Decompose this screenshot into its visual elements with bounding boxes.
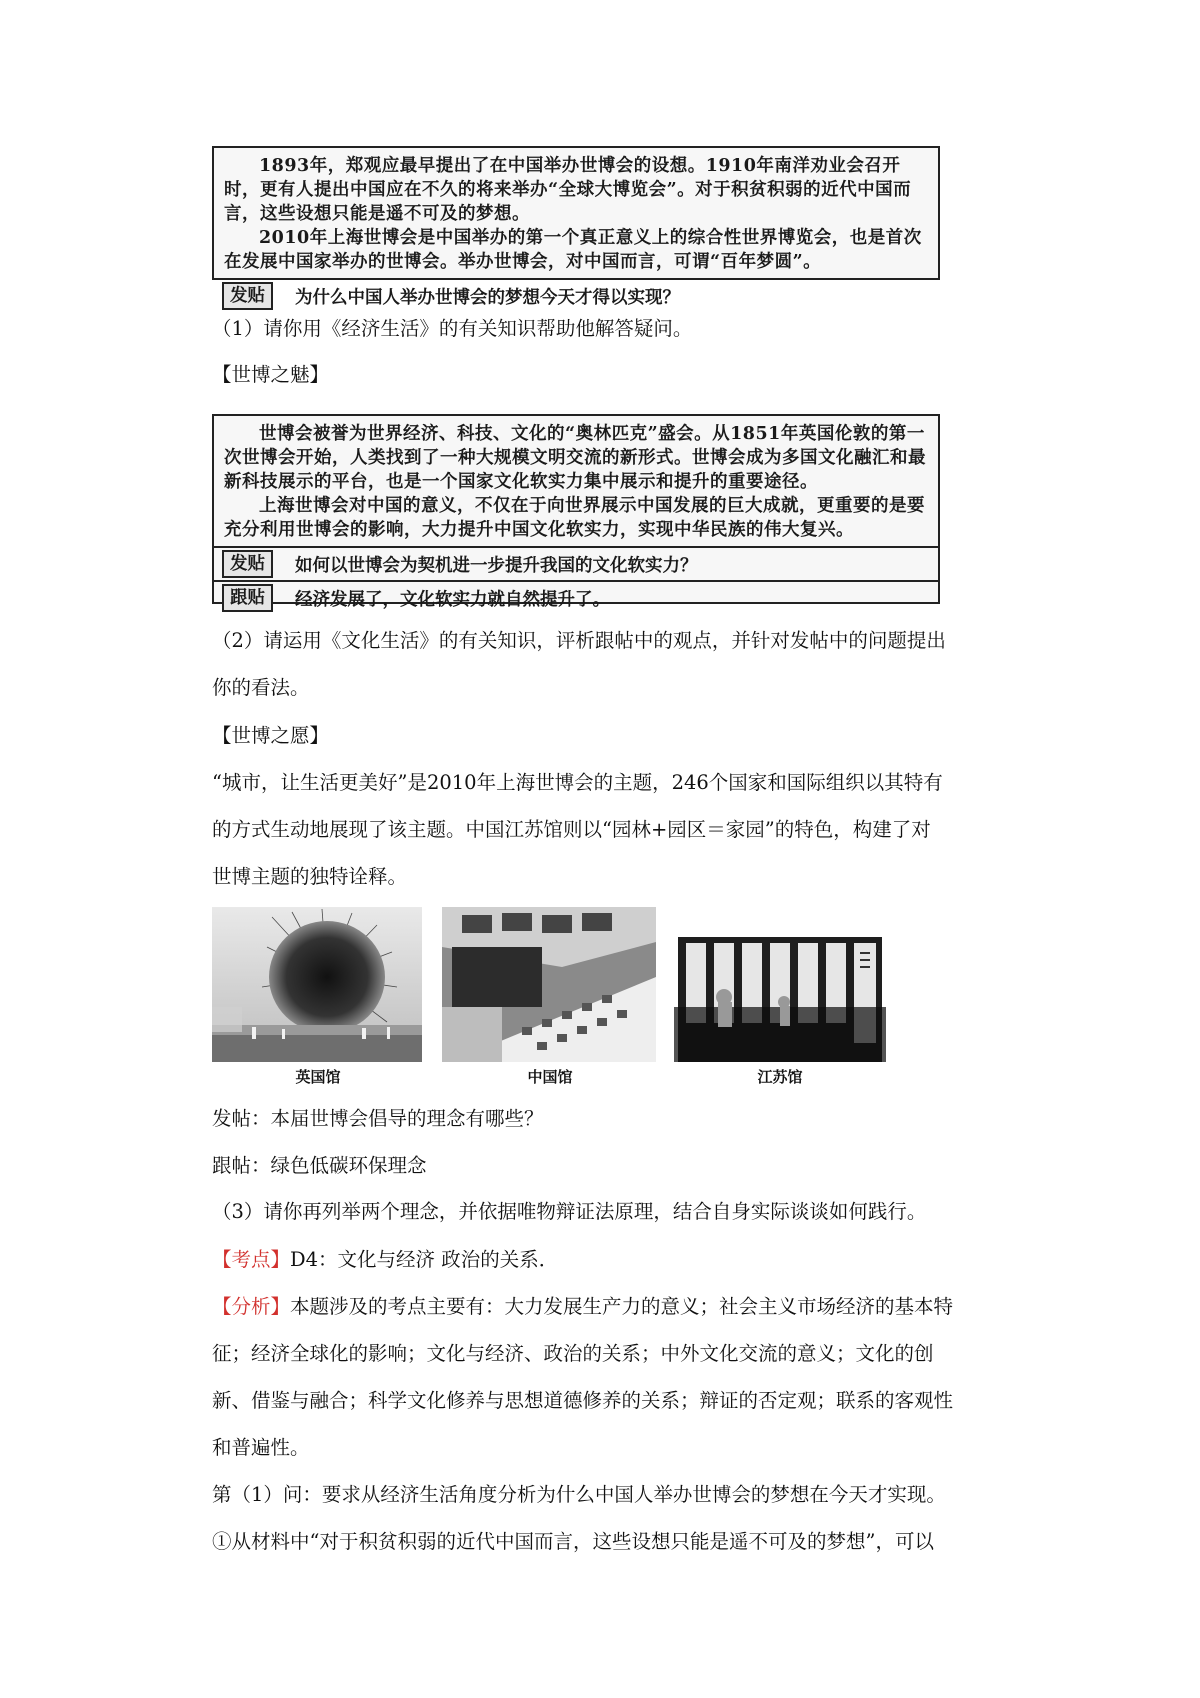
theme-line-3: 世博主题的独特诠释。 — [212, 865, 408, 888]
material-box-2 — [212, 414, 940, 610]
question-2-line-2: 你的看法。 — [212, 676, 310, 699]
material-paragraph: 世博会被誉为世界经济、科技、文化的“奥林匹克”盛会。从1851年英国伦敦的第一次世博会开始，人类找到了一种大规模文明交流的新形式。世博会成为多国文化融汇和最新科技展示的平台，也是一个国家文化软实力集中展示和提升的重要途径。 — [224, 424, 926, 492]
fenxi-label: 【分析】 — [212, 1295, 291, 1318]
uk-pavilion-caption: 英国馆 — [295, 1068, 341, 1086]
material-paragraph: 上海世博会对中国的意义，不仅在于向世界展示中国发展的巨大成就，更重要的是要充分利用世博会的影响，大力提升中国文化软实力，实现中华民族的伟大复兴。 — [224, 496, 925, 540]
reply-row — [214, 580, 938, 614]
section-heading: 【世博之魅】 — [212, 363, 330, 386]
china-pavilion-caption: 中国馆 — [527, 1068, 573, 1086]
post-3: 发帖：本届世博会倡导的理念有哪些？ — [212, 1107, 544, 1130]
jiangsu-pavilion-caption: 江苏馆 — [757, 1068, 803, 1086]
jiangsu-pavilion-photo — [674, 907, 886, 1062]
theme-line-2: 的方式生动地展现了该主题。中国江苏馆则以“园林+园区＝家园”的特色，构建了对 — [212, 818, 931, 841]
part-1-line: 第（1）问：要求从经济生活角度分析为什么中国人举办世博会的梦想在今天才实现。 — [212, 1483, 946, 1506]
material-box-1-text — [214, 148, 938, 278]
kaodian-label: 【考点】 — [212, 1248, 291, 1271]
question-2-line-1: （2）请运用《文化生活》的有关知识，评析跟帖中的观点，并针对发帖中的问题提出 — [212, 629, 946, 652]
section-heading: 【世博之愿】 — [212, 724, 330, 747]
point-1-line: ①从材料中“对于积贫积弱的近代中国而言，这些设想只能是遥不可及的梦想”，可以 — [212, 1530, 934, 1553]
post-text: 如何以世博会为契机进一步提升我国的文化软实力？ — [295, 555, 698, 576]
fenxi-line-4: 和普遍性。 — [212, 1436, 310, 1459]
fenxi-line-3: 新、借鉴与融合；科学文化修养与思想道德修养的关系；辩证的否定观；联系的客观性 — [212, 1389, 954, 1412]
reply-3: 跟帖：绿色低碳环保理念 — [212, 1154, 427, 1177]
fenxi-line-1 — [212, 1294, 953, 1320]
kaodian-line — [212, 1247, 558, 1273]
material-paragraph: 1893年，郑观应最早提出了在中国举办世博会的设想。1910年南洋劝业会召开时，更有人提出中国应在不久的将来举办“全球大博览会”。对于积贫积弱的近代中国而言，这些设想只能是遥不可及的梦想。 — [224, 156, 912, 224]
material-box-1 — [212, 146, 940, 308]
question-3: （3）请你再列举两个理念，并依据唯物辩证法原理，结合自身实际谈谈如何践行。 — [212, 1200, 927, 1223]
china-pavilion-photo — [442, 907, 656, 1062]
material-paragraph: 2010年上海世博会是中国举办的第一个真正意义上的综合性世界博览会，也是首次在发展中国家举办的世博会。举办世博会，对中国而言，可谓“百年梦圆”。 — [224, 228, 922, 272]
uk-pavilion-photo — [212, 907, 422, 1062]
fenxi-text: 本题涉及的考点主要有：大力发展生产力的意义；社会主义市场经济的基本特 — [290, 1295, 954, 1318]
post-row — [214, 546, 938, 580]
kaodian-text: D4：文化与经济 政治的关系． — [290, 1248, 559, 1271]
fenxi-line-2: 征；经济全球化的影响；文化与经济、政治的关系；中外文化交流的意义；文化的创 — [212, 1342, 934, 1365]
post-row — [214, 278, 938, 312]
reply-tag: 跟贴 — [222, 584, 273, 612]
post-tag: 发贴 — [222, 550, 273, 578]
post-text: 为什么中国人举办世博会的梦想今天才得以实现？ — [295, 287, 680, 308]
material-box-2-text — [214, 416, 938, 546]
post-tag: 发贴 — [222, 282, 273, 310]
question-1: （1）请你用《经济生活》的有关知识帮助他解答疑问。 — [212, 317, 693, 340]
reply-text: 经济发展了，文化软实力就自然提升了。 — [295, 589, 610, 610]
theme-line-1: “城市，让生活更美好”是2010年上海世博会的主题，246个国家和国际组织以其特有 — [212, 771, 943, 794]
